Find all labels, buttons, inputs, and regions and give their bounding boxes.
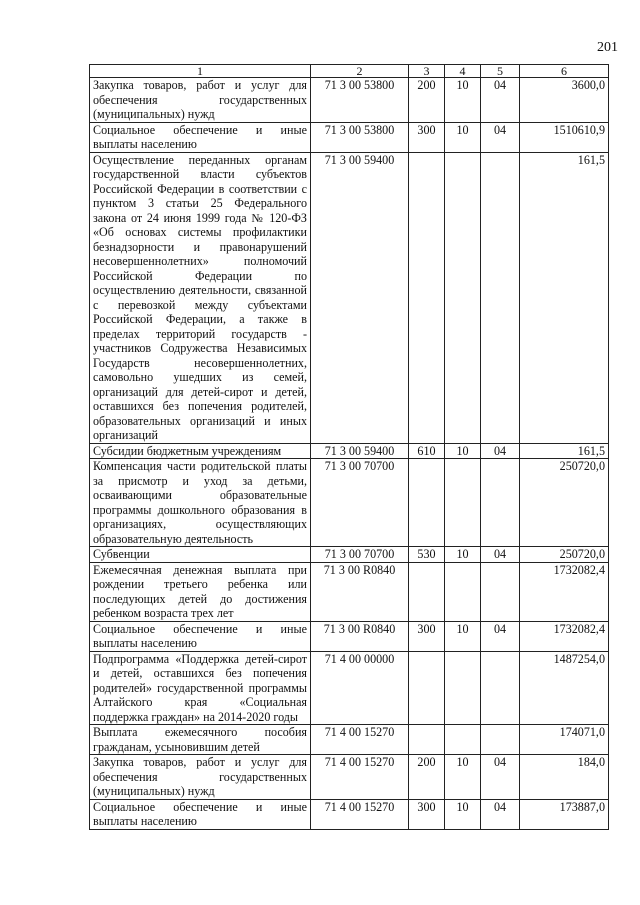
subsection-code: [481, 459, 520, 547]
target-article-code: 71 3 00 59400: [311, 152, 409, 443]
item-name: Субсидии бюджетным учреждениям: [90, 443, 311, 459]
subsection-code: [481, 152, 520, 443]
expense-type-code: [409, 651, 445, 725]
amount: 161,5: [520, 443, 609, 459]
section-code: 10: [445, 547, 481, 563]
target-article-code: 71 3 00 53800: [311, 78, 409, 123]
amount: 1732082,4: [520, 562, 609, 621]
section-code: 10: [445, 443, 481, 459]
table-row: [90, 122, 609, 152]
expense-type-code: [409, 725, 445, 755]
item-name: Компенсация части родительской платы за присмотр и уход за детьми, осваивающими образовательные программы дошкольного образования в организациях, осуществляющих образовательную деятельность: [90, 459, 311, 547]
section-code: [445, 459, 481, 547]
amount: 173887,0: [520, 799, 609, 829]
table-row: [90, 78, 609, 123]
item-name: Субвенции: [90, 547, 311, 563]
table-row: [90, 799, 609, 829]
table-row: [90, 443, 609, 459]
table-row: [90, 725, 609, 755]
column-number: 6: [520, 65, 609, 78]
target-article-code: 71 3 00 53800: [311, 122, 409, 152]
section-code: 10: [445, 122, 481, 152]
subsection-code: 04: [481, 755, 520, 800]
section-code: 10: [445, 799, 481, 829]
amount: 250720,0: [520, 459, 609, 547]
column-number-row: [90, 65, 609, 78]
column-number: 3: [409, 65, 445, 78]
expense-type-code: [409, 152, 445, 443]
table-row: [90, 755, 609, 800]
amount: 3600,0: [520, 78, 609, 123]
subsection-code: 04: [481, 547, 520, 563]
expense-type-code: 200: [409, 755, 445, 800]
column-number: 5: [481, 65, 520, 78]
section-code: [445, 152, 481, 443]
subsection-code: 04: [481, 122, 520, 152]
target-article-code: 71 3 00 R0840: [311, 621, 409, 651]
expense-type-code: 610: [409, 443, 445, 459]
item-name: Выплата ежемесячного пособия гражданам, усыновившим детей: [90, 725, 311, 755]
table-row: [90, 152, 609, 443]
amount: 184,0: [520, 755, 609, 800]
target-article-code: 71 3 00 R0840: [311, 562, 409, 621]
item-name: Социальное обеспечение и иные выплаты населению: [90, 621, 311, 651]
expense-type-code: [409, 459, 445, 547]
table-row: [90, 562, 609, 621]
item-name: Подпрограмма «Поддержка детей-сирот и детей, оставшихся без попечения родителей» государственной программы Алтайского края «Социальная поддержка граждан» на 2014-2020 годы: [90, 651, 311, 725]
target-article-code: 71 4 00 00000: [311, 651, 409, 725]
expense-type-code: 300: [409, 621, 445, 651]
amount: 161,5: [520, 152, 609, 443]
subsection-code: 04: [481, 443, 520, 459]
subsection-code: [481, 562, 520, 621]
amount: 1732082,4: [520, 621, 609, 651]
item-name: Социальное обеспечение и иные выплаты населению: [90, 122, 311, 152]
item-name: Осуществление переданных органам государственной власти субъектов Российской Федерации в соответствии с пунктом 3 статьи 25 Федерального закона от 24 июня 1999 года № 120-ФЗ «Об основах системы профилактики безнадзорности и правонарушений несовершеннолетних» полномочий Российской Федерации по осуществлению деятельности, связанной с перевозкой между субъектами Российской Федерации, а также в пределах территорий государств - участников Содружества Независимых Государств несовершеннолетних, самовольно ушедших из семей, организаций для детей-сирот и детей, оставшихся без попечения родителей, образовательных организаций и иных организаций: [90, 152, 311, 443]
target-article-code: 71 3 00 70700: [311, 547, 409, 563]
expense-type-code: 300: [409, 799, 445, 829]
amount: 174071,0: [520, 725, 609, 755]
target-article-code: 71 3 00 59400: [311, 443, 409, 459]
column-number: 2: [311, 65, 409, 78]
subsection-code: [481, 651, 520, 725]
subsection-code: 04: [481, 799, 520, 829]
table-row: [90, 459, 609, 547]
item-name: Ежемесячная денежная выплата при рождении третьего ребенка или последующих детей до достижения ребенком возраста трех лет: [90, 562, 311, 621]
table-row: [90, 547, 609, 563]
item-name: Закупка товаров, работ и услуг для обеспечения государственных (муниципальных) нужд: [90, 755, 311, 800]
expense-type-code: 530: [409, 547, 445, 563]
expense-type-code: 200: [409, 78, 445, 123]
target-article-code: 71 3 00 70700: [311, 459, 409, 547]
target-article-code: 71 4 00 15270: [311, 725, 409, 755]
target-article-code: 71 4 00 15270: [311, 755, 409, 800]
column-number: 1: [90, 65, 311, 78]
section-code: [445, 562, 481, 621]
section-code: 10: [445, 755, 481, 800]
target-article-code: 71 4 00 15270: [311, 799, 409, 829]
subsection-code: 04: [481, 621, 520, 651]
section-code: 10: [445, 621, 481, 651]
amount: 1487254,0: [520, 651, 609, 725]
item-name: Закупка товаров, работ и услуг для обеспечения государственных (муниципальных) нужд: [90, 78, 311, 123]
page-number: 201: [597, 40, 618, 55]
amount: 1510610,9: [520, 122, 609, 152]
section-code: [445, 725, 481, 755]
table-row: [90, 651, 609, 725]
subsection-code: 04: [481, 78, 520, 123]
expense-type-code: [409, 562, 445, 621]
table-row: [90, 621, 609, 651]
amount: 250720,0: [520, 547, 609, 563]
budget-table: [89, 64, 609, 830]
section-code: [445, 651, 481, 725]
expense-type-code: 300: [409, 122, 445, 152]
column-number: 4: [445, 65, 481, 78]
subsection-code: [481, 725, 520, 755]
item-name: Социальное обеспечение и иные выплаты населению: [90, 799, 311, 829]
section-code: 10: [445, 78, 481, 123]
